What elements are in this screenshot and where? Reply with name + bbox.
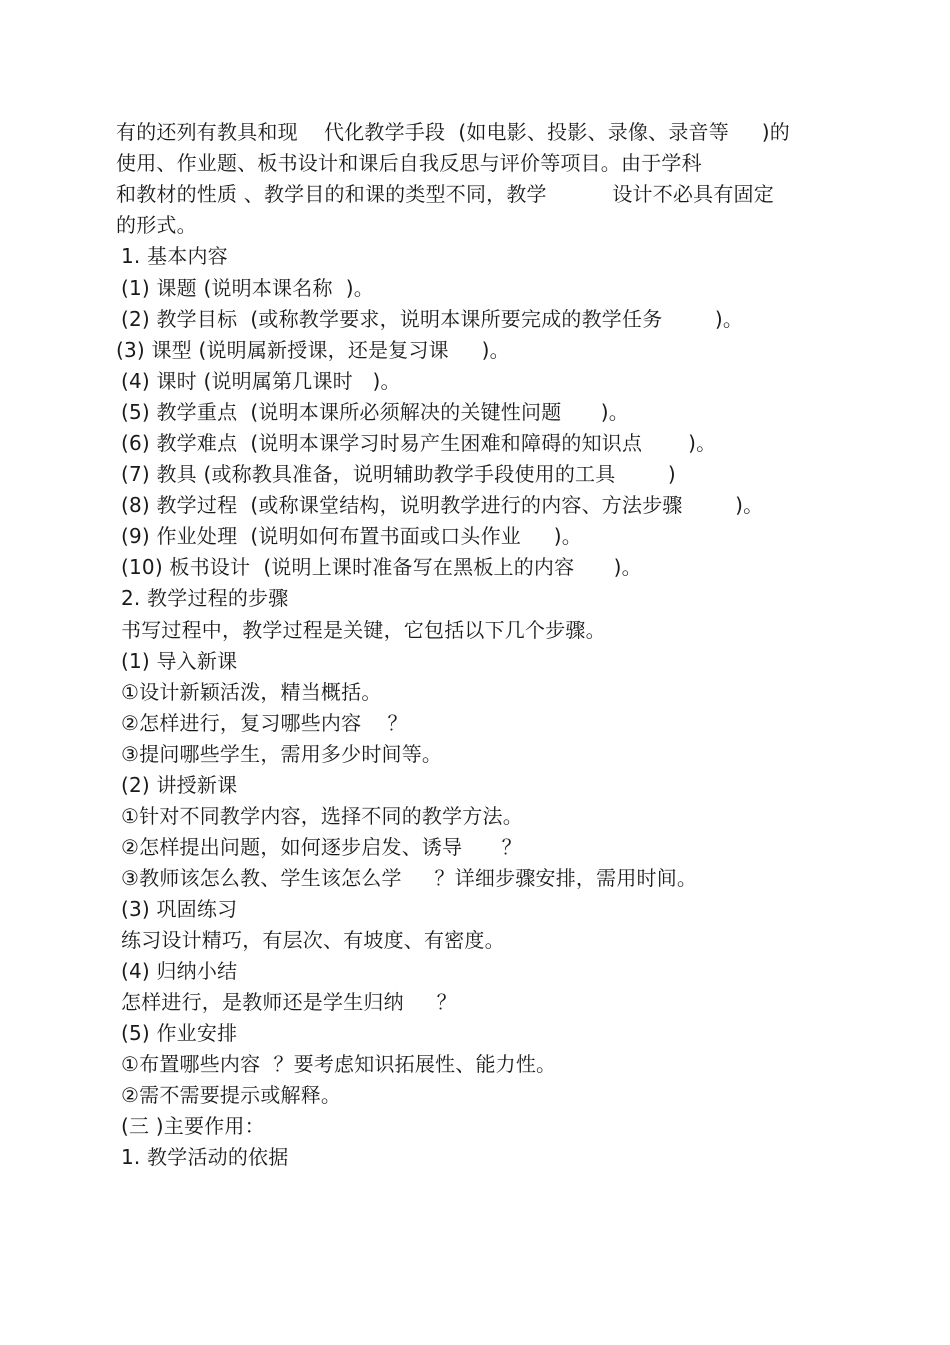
list-item: (1) 课题 (说明本课名称 )。 (121, 276, 374, 300)
section-heading-basic-content: 1. 基本内容 (121, 244, 228, 268)
list-item: (3) 课型 (说明属新授课，还是复习课 )。 (116, 338, 510, 362)
list-item: ②需不需要提示或解释。 (121, 1083, 342, 1107)
subheading: (5) 作业安排 (121, 1021, 238, 1045)
intro-line-4: 的形式。 (116, 213, 197, 237)
intro-line-3: 和教材的性质 、教学目的和课的类型不同，教学 设计不必具有固定 (116, 182, 774, 206)
paragraph: 书写过程中，教学过程是关键，它包括以下几个步骤。 (121, 618, 606, 642)
list-item: (10) 板书设计 (说明上课时准备写在黑板上的内容 )。 (121, 555, 642, 579)
list-item: ①设计新颖活泼，精当概括。 (121, 680, 382, 704)
list-item: (2) 教学目标 (或称教学要求，说明本课所要完成的教学任务 )。 (121, 307, 744, 331)
section-heading-teaching-steps: 2. 教学过程的步骤 (121, 586, 289, 610)
intro-line-2: 使用、作业题、板书设计和课后自我反思与评价等项目。由于学科 (116, 151, 702, 175)
subheading: (1) 导入新课 (121, 649, 238, 673)
paragraph: 练习设计精巧，有层次、有坡度、有密度。 (121, 928, 505, 952)
subheading: (3) 巩固练习 (121, 897, 238, 921)
list-item: (6) 教学难点 (说明本课学习时易产生困难和障碍的知识点 )。 (121, 431, 717, 455)
list-item: (9) 作业处理 (说明如何布置书面或口头作业 )。 (121, 524, 582, 548)
list-item: ②怎样提出问题，如何逐步启发、诱导 ？ (121, 835, 522, 859)
list-item: (5) 教学重点 (说明本课所必须解决的关键性问题 )。 (121, 400, 629, 424)
paragraph: 怎样进行，是教师还是学生归纳 ？ (121, 990, 457, 1014)
list-item: ③提问哪些学生，需用多少时间等。 (121, 742, 443, 766)
subheading: 1. 教学活动的依据 (121, 1145, 289, 1169)
list-item: (4) 课时 (说明属第几课时 )。 (121, 369, 401, 393)
list-item: ①针对不同教学内容，选择不同的教学方法。 (121, 804, 523, 828)
subheading: (4) 归纳小结 (121, 959, 238, 983)
list-item: ②怎样进行，复习哪些内容 ？ (121, 711, 408, 735)
list-item: ①布置哪些内容 ？要考虑知识拓展性、能力性。 (121, 1052, 557, 1076)
intro-line-1: 有的还列有教具和现 代化教学手段 (如电影、投影、录像、录音等 )的 (116, 120, 790, 144)
list-item: (8) 教学过程 (或称课堂结构，说明教学进行的内容、方法步骤 )。 (121, 493, 764, 517)
list-item: (7) 教具 (或称教具准备，说明辅助教学手段使用的工具 ) (121, 462, 676, 486)
section-heading-main-functions: (三 )主要作用： (121, 1114, 265, 1138)
subheading: (2) 讲授新课 (121, 773, 238, 797)
list-item: ③教师该怎么教、学生该怎么学 ？详细步骤安排，需用时间。 (121, 866, 698, 890)
